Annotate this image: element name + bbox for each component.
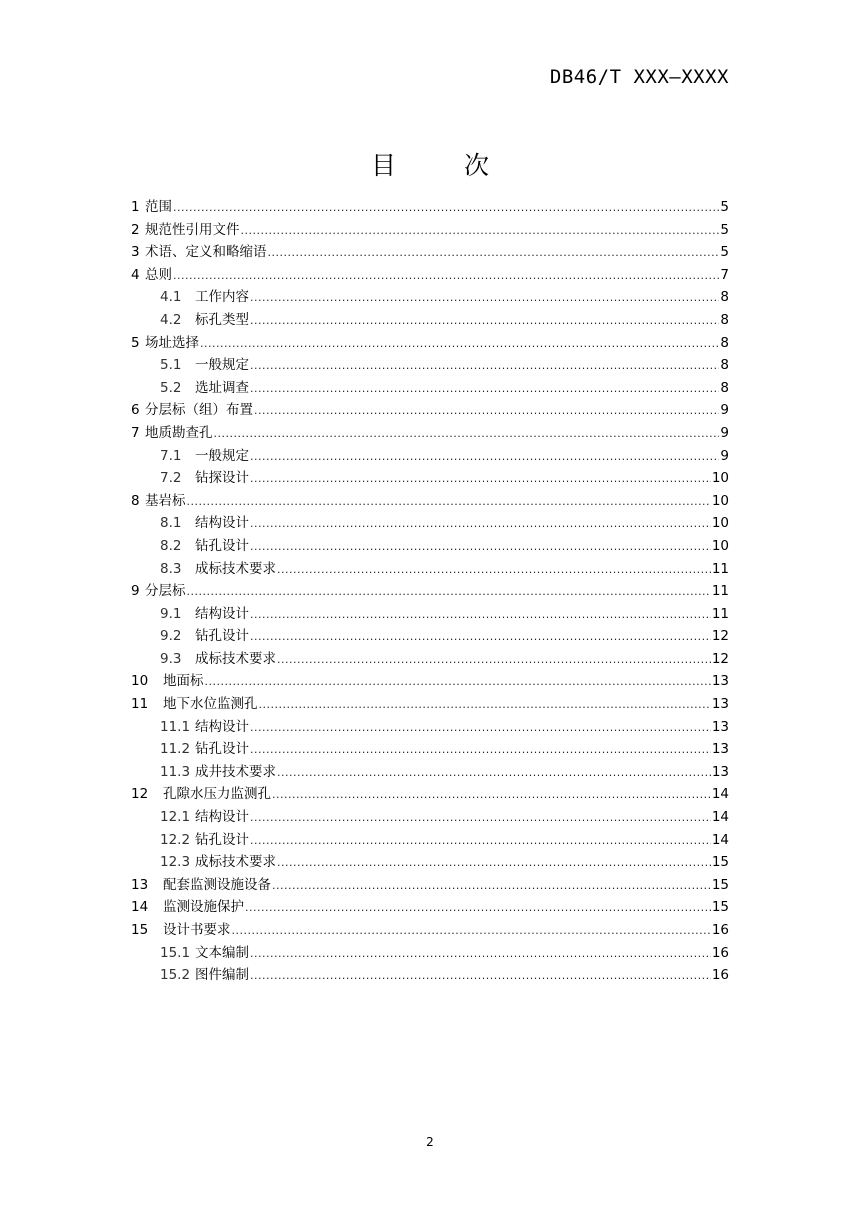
toc-entry-page: 15 bbox=[711, 854, 729, 871]
toc-dot-leader bbox=[205, 671, 711, 694]
toc-dot-leader bbox=[272, 784, 711, 807]
toc-entry-title: 结构设计 bbox=[195, 605, 249, 622]
toc-dot-leader bbox=[250, 965, 711, 988]
toc-entry[interactable] bbox=[131, 919, 729, 942]
toc-entry-title: 一般规定 bbox=[195, 357, 249, 374]
toc-entry-page: 13 bbox=[711, 696, 729, 713]
toc-entry[interactable] bbox=[131, 896, 729, 919]
toc-entry[interactable] bbox=[131, 196, 729, 219]
toc-entry-page: 9 bbox=[720, 447, 729, 464]
toc-entry[interactable] bbox=[131, 467, 729, 490]
toc-entry-number: 12.2 bbox=[160, 831, 191, 848]
toc-entry-number: 10 bbox=[131, 673, 149, 690]
toc-entry-page: 16 bbox=[711, 944, 729, 961]
toc-entry[interactable] bbox=[131, 354, 729, 377]
toc-entry-page: 10 bbox=[711, 537, 729, 554]
toc-entry-number: 5 bbox=[131, 334, 140, 351]
toc-entry-number: 8 bbox=[131, 492, 140, 509]
toc-entry-page: 9 bbox=[720, 402, 729, 419]
toc-title-char-2: 次 bbox=[464, 151, 490, 180]
toc-entry-title: 设计书要求 bbox=[163, 922, 231, 938]
toc-entry[interactable] bbox=[131, 580, 729, 603]
toc-entry-title: 文本编制 bbox=[195, 944, 249, 961]
toc-dot-leader bbox=[277, 762, 711, 785]
toc-entry-title: 成标技术要求 bbox=[195, 854, 276, 871]
toc-dot-leader bbox=[214, 423, 720, 446]
toc-entry[interactable] bbox=[131, 874, 729, 897]
toc-entry[interactable] bbox=[131, 558, 729, 581]
toc-dot-leader bbox=[250, 287, 719, 310]
toc-entry-number: 11 bbox=[131, 696, 149, 713]
toc-entry-number: 8.2 bbox=[160, 537, 182, 554]
toc-entry[interactable] bbox=[131, 670, 729, 693]
toc-dot-leader bbox=[250, 807, 711, 830]
toc-dot-leader bbox=[250, 378, 719, 401]
toc-entry[interactable] bbox=[131, 851, 729, 874]
toc-dot-leader bbox=[250, 830, 711, 853]
toc-entry-title: 场址选择 bbox=[145, 334, 199, 351]
toc-entry-number: 11.3 bbox=[160, 763, 191, 780]
toc-dot-leader bbox=[250, 536, 711, 559]
toc-dot-leader bbox=[241, 220, 720, 243]
toc-entry-title: 监测设施保护 bbox=[163, 899, 244, 916]
toc-entry-page: 12 bbox=[711, 628, 729, 645]
toc-entry[interactable] bbox=[131, 512, 729, 535]
toc-entry-page: 8 bbox=[720, 379, 729, 396]
toc-entry[interactable] bbox=[131, 377, 729, 400]
toc-dot-leader bbox=[250, 310, 719, 333]
toc-title-char-1: 目 bbox=[370, 151, 396, 180]
toc-entry-title: 孔隙水压力监测孔 bbox=[163, 786, 271, 803]
toc-entry-number: 12.3 bbox=[160, 854, 191, 871]
toc-entry-page: 11 bbox=[711, 560, 729, 577]
toc-entry-number: 8.1 bbox=[160, 515, 182, 532]
toc-entry[interactable] bbox=[131, 964, 729, 987]
toc-entry-number: 15 bbox=[131, 922, 149, 938]
toc-entry-page: 5 bbox=[720, 199, 729, 215]
toc-entry-number: 14 bbox=[131, 899, 149, 916]
toc-entry-title: 成标技术要求 bbox=[195, 560, 276, 577]
toc-dot-leader bbox=[277, 559, 711, 582]
toc-dot-leader bbox=[250, 513, 711, 536]
toc-entry-title: 总则 bbox=[145, 266, 172, 283]
toc-entry[interactable] bbox=[131, 625, 729, 648]
toc-entry-number: 7.1 bbox=[160, 447, 182, 464]
toc-entry[interactable] bbox=[131, 399, 729, 422]
toc-entry-title: 钻孔设计 bbox=[195, 831, 249, 848]
toc-entry-title: 分层标（组）布置 bbox=[145, 402, 253, 419]
toc-entry[interactable] bbox=[131, 332, 729, 355]
toc-dot-leader bbox=[250, 468, 711, 491]
toc-entry-title: 配套监测设施设备 bbox=[163, 876, 271, 893]
toc-entry-page: 8 bbox=[720, 311, 729, 328]
toc-entry-page: 14 bbox=[711, 831, 729, 848]
toc-dot-leader bbox=[259, 694, 711, 717]
toc-dot-leader bbox=[173, 197, 719, 220]
page-number: 2 bbox=[426, 1135, 434, 1149]
toc-entry-title: 图件编制 bbox=[195, 967, 249, 984]
toc-entry-page: 15 bbox=[711, 899, 729, 916]
toc-entry[interactable] bbox=[131, 783, 729, 806]
toc-entry-page: 8 bbox=[720, 357, 729, 374]
toc-dot-leader bbox=[250, 943, 711, 966]
toc-entry-page: 16 bbox=[711, 922, 729, 938]
toc-entry-number: 5.2 bbox=[160, 379, 182, 396]
toc-entry-number: 12.1 bbox=[160, 809, 191, 826]
toc-dot-leader bbox=[250, 626, 711, 649]
toc-entry[interactable] bbox=[131, 422, 729, 445]
toc-dot-leader bbox=[250, 717, 711, 740]
toc-entry-title: 分层标 bbox=[145, 583, 186, 600]
table-of-contents bbox=[131, 196, 729, 987]
toc-entry-page: 13 bbox=[711, 741, 729, 758]
toc-entry[interactable] bbox=[131, 761, 729, 784]
toc-title bbox=[0, 146, 860, 182]
toc-entry[interactable] bbox=[131, 241, 729, 264]
toc-dot-leader bbox=[187, 581, 711, 604]
toc-entry-number: 8.3 bbox=[160, 560, 182, 577]
toc-entry-page: 15 bbox=[711, 876, 729, 893]
toc-entry-number: 15.2 bbox=[160, 967, 191, 984]
toc-entry-number: 15.1 bbox=[160, 944, 191, 961]
toc-entry-number: 5.1 bbox=[160, 357, 182, 374]
toc-entry-title: 术语、定义和略缩语 bbox=[145, 244, 267, 261]
toc-entry-title: 工作内容 bbox=[195, 289, 249, 306]
toc-entry-title: 标孔类型 bbox=[195, 311, 249, 328]
toc-entry-title: 钻孔设计 bbox=[195, 537, 249, 554]
toc-entry-number: 7 bbox=[131, 424, 140, 441]
toc-dot-leader bbox=[268, 242, 720, 265]
toc-entry-title: 结构设计 bbox=[195, 515, 249, 532]
toc-entry-number: 9.2 bbox=[160, 628, 182, 645]
toc-entry[interactable] bbox=[131, 693, 729, 716]
toc-entry-page: 11 bbox=[711, 583, 729, 600]
toc-entry-page: 9 bbox=[720, 424, 729, 441]
toc-entry-page: 8 bbox=[720, 289, 729, 306]
toc-entry-page: 8 bbox=[720, 334, 729, 351]
toc-dot-leader bbox=[245, 897, 711, 920]
toc-entry-number: 1 bbox=[131, 199, 140, 215]
document-code: DB46/T XXX—XXXX bbox=[549, 66, 729, 88]
toc-dot-leader bbox=[232, 920, 711, 943]
toc-entry-page: 14 bbox=[711, 809, 729, 826]
toc-entry-page: 7 bbox=[720, 266, 729, 283]
toc-entry-page: 13 bbox=[711, 718, 729, 735]
toc-entry[interactable] bbox=[131, 490, 729, 513]
toc-entry-number: 6 bbox=[131, 402, 140, 419]
toc-entry-page: 10 bbox=[711, 470, 729, 487]
toc-dot-leader bbox=[200, 333, 719, 356]
toc-entry-number: 2 bbox=[131, 221, 140, 238]
toc-dot-leader bbox=[250, 739, 711, 762]
toc-entry-page: 5 bbox=[720, 244, 729, 261]
toc-entry-title: 范围 bbox=[145, 199, 172, 215]
toc-entry-page: 16 bbox=[711, 967, 729, 984]
toc-entry-number: 4.2 bbox=[160, 311, 182, 328]
toc-entry-title: 选址调查 bbox=[195, 379, 249, 396]
toc-entry-number: 9.3 bbox=[160, 650, 182, 667]
toc-dot-leader bbox=[250, 604, 711, 627]
toc-entry-page: 10 bbox=[711, 492, 729, 509]
toc-entry[interactable] bbox=[131, 829, 729, 852]
toc-entry[interactable] bbox=[131, 535, 729, 558]
toc-entry-title: 规范性引用文件 bbox=[145, 221, 240, 238]
toc-entry-page: 13 bbox=[711, 763, 729, 780]
toc-dot-leader bbox=[277, 649, 711, 672]
toc-dot-leader bbox=[187, 491, 711, 514]
toc-entry-number: 7.2 bbox=[160, 470, 182, 487]
toc-entry-page: 10 bbox=[711, 515, 729, 532]
toc-entry[interactable] bbox=[131, 603, 729, 626]
toc-entry[interactable] bbox=[131, 264, 729, 287]
toc-dot-leader bbox=[250, 355, 719, 378]
toc-dot-leader bbox=[272, 875, 711, 898]
toc-entry-title: 一般规定 bbox=[195, 447, 249, 464]
toc-entry[interactable] bbox=[131, 648, 729, 671]
toc-entry-title: 钻孔设计 bbox=[195, 628, 249, 645]
toc-entry-title: 基岩标 bbox=[145, 492, 186, 509]
toc-entry[interactable] bbox=[131, 286, 729, 309]
toc-entry-number: 4.1 bbox=[160, 289, 182, 306]
toc-entry[interactable] bbox=[131, 806, 729, 829]
toc-entry-number: 3 bbox=[131, 244, 140, 261]
toc-entry-number: 4 bbox=[131, 266, 140, 283]
toc-entry-number: 13 bbox=[131, 876, 149, 893]
toc-entry-title: 地下水位监测孔 bbox=[163, 696, 258, 713]
toc-dot-leader bbox=[173, 265, 719, 288]
toc-entry[interactable] bbox=[131, 445, 729, 468]
toc-entry-title: 钻探设计 bbox=[195, 470, 249, 487]
toc-dot-leader bbox=[254, 400, 719, 423]
toc-entry-number: 11.2 bbox=[160, 741, 191, 758]
toc-entry-page: 12 bbox=[711, 650, 729, 667]
toc-dot-leader bbox=[277, 852, 711, 875]
toc-entry-title: 地面标 bbox=[163, 673, 204, 690]
toc-entry-number: 9.1 bbox=[160, 605, 182, 622]
toc-entry-number: 11.1 bbox=[160, 718, 191, 735]
toc-entry-title: 钻孔设计 bbox=[195, 741, 249, 758]
toc-dot-leader bbox=[250, 446, 719, 469]
toc-entry-title: 结构设计 bbox=[195, 809, 249, 826]
toc-entry-title: 成井技术要求 bbox=[195, 763, 276, 780]
toc-entry-page: 11 bbox=[711, 605, 729, 622]
toc-entry-page: 13 bbox=[711, 673, 729, 690]
toc-entry-title: 结构设计 bbox=[195, 718, 249, 735]
toc-entry[interactable] bbox=[131, 942, 729, 965]
toc-entry-title: 地质勘查孔 bbox=[145, 424, 213, 441]
toc-entry[interactable] bbox=[131, 219, 729, 242]
toc-entry-number: 12 bbox=[131, 786, 149, 803]
toc-entry-page: 14 bbox=[711, 786, 729, 803]
toc-entry-number: 9 bbox=[131, 583, 140, 600]
toc-entry-title: 成标技术要求 bbox=[195, 650, 276, 667]
toc-entry[interactable] bbox=[131, 309, 729, 332]
toc-entry[interactable] bbox=[131, 738, 729, 761]
toc-entry-page: 5 bbox=[720, 221, 729, 238]
toc-entry[interactable] bbox=[131, 716, 729, 739]
